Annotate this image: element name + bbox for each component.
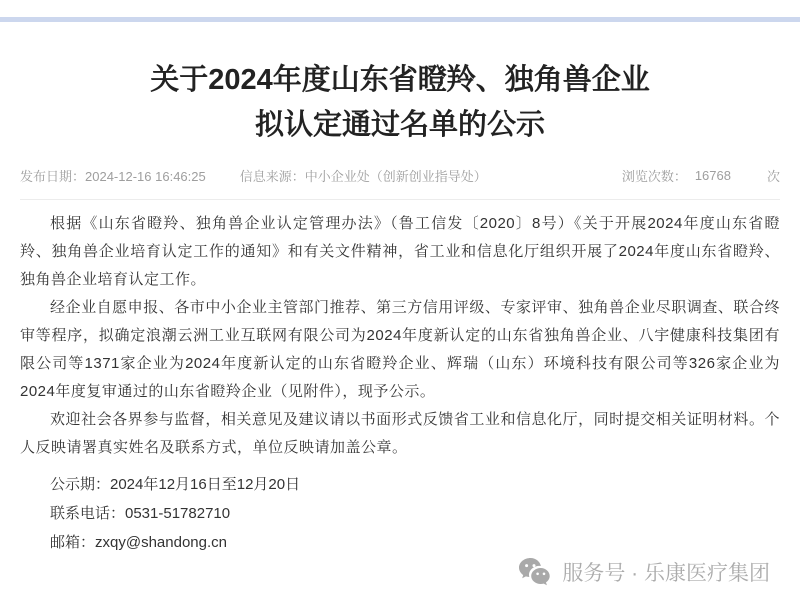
page-title — [20, 58, 780, 148]
view-count-value: 16768 — [694, 168, 731, 183]
article-body — [20, 210, 780, 557]
publicity-period: 公示期：2024年12月16日至12月20日 — [50, 476, 301, 493]
watermark-text: 服务号 · 乐康医疗集团 — [562, 562, 770, 585]
article-meta-bar — [20, 162, 780, 200]
view-count-unit: 次 — [766, 169, 780, 184]
view-count-label: 浏览次数： — [621, 169, 687, 184]
paragraph-supervision: 欢迎社会各界参与监督，相关意见及建议请以书面形式反馈省工业和信息化厅，同时提交相关证明材料。个人反映请署真实姓名及联系方式，单位反映请加盖公章。 — [20, 411, 780, 456]
contact-block — [20, 470, 780, 557]
wechat-watermark — [518, 557, 770, 587]
article-container — [0, 58, 800, 557]
view-count — [622, 166, 780, 185]
page-title-line1: 关于2024年度山东省瞪羚、独角兽企业 — [150, 64, 650, 96]
contact-email: 邮箱：zxqy@shandong.cn — [50, 534, 227, 551]
publish-date — [20, 166, 206, 185]
page-title-line2: 拟认定通过名单的公示 — [254, 109, 545, 141]
publish-date-value: 2024-12-16 16:46:25 — [85, 169, 206, 184]
paragraph-result: 经企业自愿申报、各市中小企业主管部门推荐、第三方信用评级、专家评审、独角兽企业尽职调查、联合终审等程序，拟确定浪潮云洲工业互联网有限公司为2024年度新认定的山东省独角兽企业、八宇健康科技集团有限公司等1371家企业为2024年度新认定的山东省瞪羚企业、辉瑞（山东）环境科技有限公司等326家企业为2024年度复审通过的山东省瞪羚企业（见附件），现予公示。 — [20, 299, 780, 400]
info-source-value: 中小企业处（创新创业指导处） — [304, 169, 487, 184]
info-source — [240, 166, 487, 185]
info-source-label: 信息来源： — [239, 169, 305, 184]
meta-left-group — [20, 166, 487, 185]
paragraph-basis: 根据《山东省瞪羚、独角兽企业认定管理办法》（鲁工信发〔2020〕8号）《关于开展2024年度山东省瞪羚、独角兽企业培育认定工作的通知》和有关文件精神，省工业和信息化厅组织开展了2024年度山东省瞪羚、独角兽企业培育认定工作。 — [20, 215, 780, 288]
top-accent-bar — [0, 17, 800, 22]
contact-phone: 联系电话：0531-51782710 — [50, 505, 231, 522]
publish-date-label: 发布日期： — [20, 169, 86, 184]
wechat-icon — [518, 557, 552, 587]
